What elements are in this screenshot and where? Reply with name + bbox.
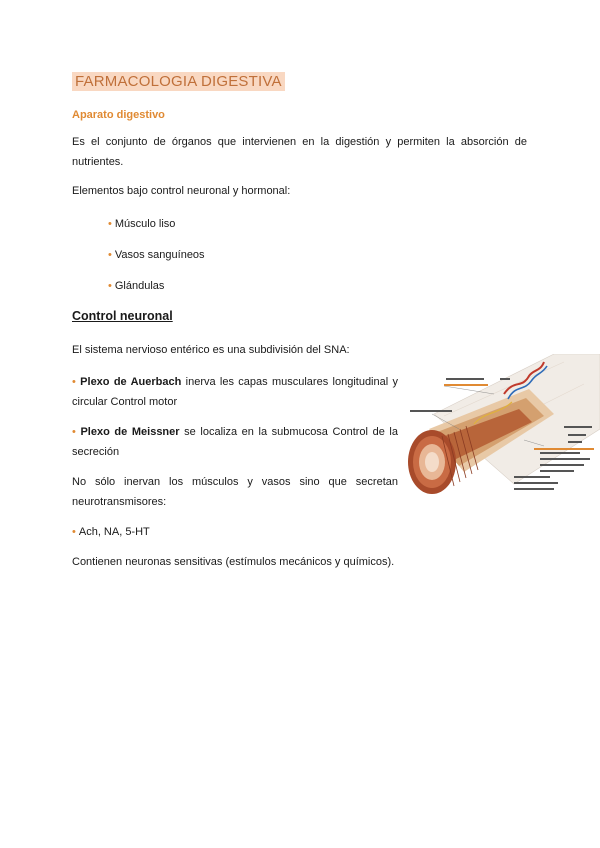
sensory-paragraph: Contienen neuronas sensitivas (estímulos mecánicos y químicos).: [72, 556, 395, 568]
page-title: FARMACOLOGIA DIGESTIVA: [72, 72, 285, 91]
list-item: • Ach, NA, 5-HT: [72, 526, 150, 538]
intestine-wall-illustration: [404, 354, 600, 502]
elements-label: Elementos bajo control neuronal y hormonal:: [72, 185, 291, 197]
list-item: • Músculo liso: [108, 218, 176, 230]
intro-paragraph: Es el conjunto de órganos que intervienen en la digestión y permiten la absorción de nutrientes.: [72, 136, 527, 168]
list-item: • Vasos sanguíneos: [108, 249, 205, 261]
section-heading-control: Control neuronal: [72, 309, 173, 323]
meissner-paragraph: • Plexo de Meissner se localiza en la submucosa Control de la secreción: [72, 426, 398, 458]
bullet-icon: •: [108, 218, 112, 230]
list-item: • Glándulas: [108, 280, 165, 292]
bullet-icon: •: [108, 280, 112, 292]
sne-paragraph: El sistema nervioso entérico es una subdivisión del SNA:: [72, 344, 350, 356]
section-heading-aparato: Aparato digestivo: [72, 109, 165, 121]
bullet-icon: •: [108, 249, 112, 261]
bullet-icon: •: [72, 526, 76, 538]
auerbach-paragraph: • Plexo de Auerbach inerva les capas musculares longitudinal y circular Control motor: [72, 376, 398, 408]
bullet-icon: •: [72, 376, 81, 388]
bullet-icon: •: [72, 426, 81, 438]
neuro-paragraph: No sólo inervan los músculos y vasos sino que secretan neurotransmisores:: [72, 476, 398, 508]
